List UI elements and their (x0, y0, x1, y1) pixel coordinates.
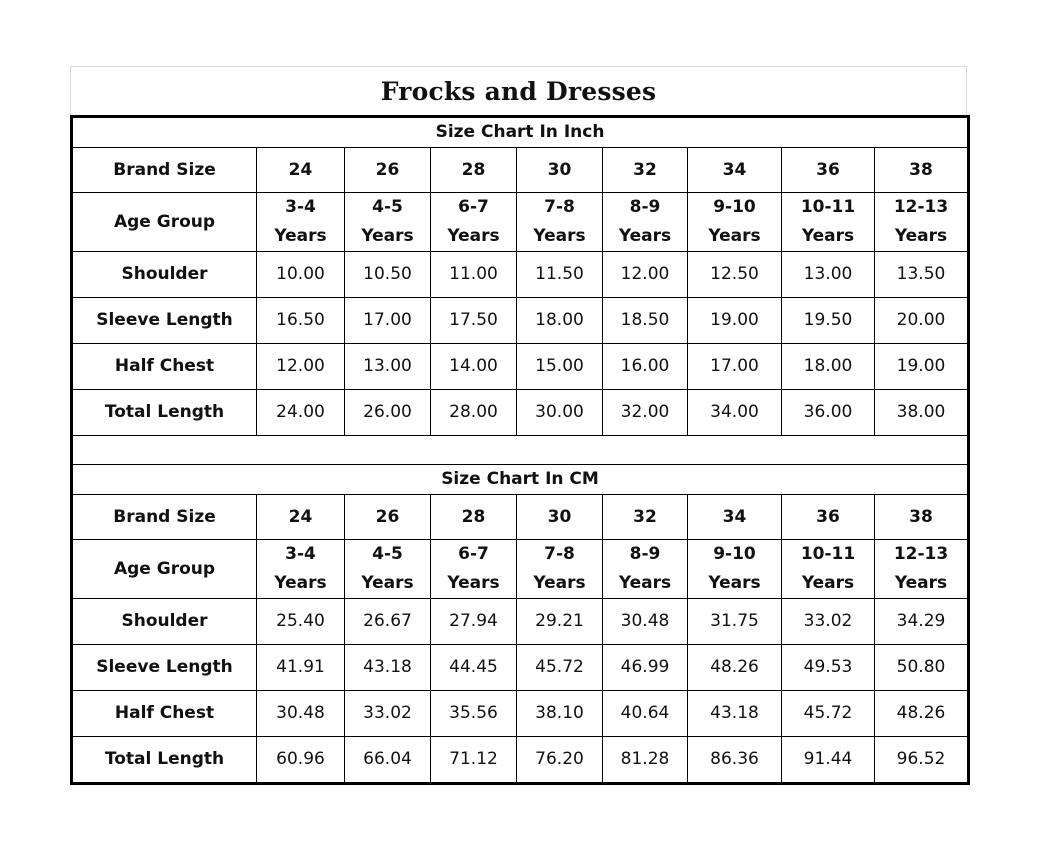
measurement-value: 33.02 (782, 599, 875, 645)
measurement-value: 48.26 (875, 691, 969, 737)
measurement-value: 17.50 (431, 298, 517, 344)
measurement-value: 19.00 (688, 298, 782, 344)
measurement-value: 49.53 (782, 645, 875, 691)
measurement-value: 11.50 (517, 252, 603, 298)
age-range: 6-7 (458, 544, 489, 564)
measurement-value: 20.00 (875, 298, 969, 344)
measurement-label: Sleeve Length (72, 645, 257, 691)
measurement-row (72, 737, 969, 784)
measurement-value: 27.94 (431, 599, 517, 645)
age-group-cell (603, 193, 688, 252)
measurement-value: 18.00 (782, 344, 875, 390)
section-spacer-row (72, 436, 969, 465)
measurement-value: 35.56 (431, 691, 517, 737)
measurement-value: 25.40 (257, 599, 345, 645)
measurement-value: 38.00 (875, 390, 969, 436)
measurement-value: 13.50 (875, 252, 969, 298)
age-unit: Years (274, 226, 327, 246)
age-group-cell (257, 540, 345, 599)
measurement-value: 32.00 (603, 390, 688, 436)
brand-size-cell: 36 (782, 495, 875, 540)
age-unit: Years (618, 226, 672, 246)
age-range: 7-8 (544, 544, 575, 564)
measurement-value: 26.00 (345, 390, 431, 436)
brand-size-cell: 24 (257, 495, 345, 540)
measurement-label: Total Length (72, 390, 257, 436)
brand-size-cell: 30 (517, 148, 603, 193)
age-unit: Years (533, 226, 586, 246)
measurement-label: Shoulder (72, 599, 257, 645)
measurement-value: 81.28 (603, 737, 688, 784)
measurement-value: 66.04 (345, 737, 431, 784)
measurement-value: 13.00 (345, 344, 431, 390)
measurement-value: 10.50 (345, 252, 431, 298)
measurement-row (72, 344, 969, 390)
measurement-value: 45.72 (782, 691, 875, 737)
size-chart-table (70, 115, 970, 785)
measurement-value: 15.00 (517, 344, 603, 390)
row-label-age-group: Age Group (72, 193, 257, 252)
age-range: 3-4 (285, 544, 316, 564)
brand-size-cell: 34 (688, 148, 782, 193)
brand-size-cell: 24 (257, 148, 345, 193)
measurement-label: Shoulder (72, 252, 257, 298)
age-group-row (72, 193, 969, 252)
measurement-value: 41.91 (257, 645, 345, 691)
brand-size-cell: 28 (431, 148, 517, 193)
measurement-value: 18.00 (517, 298, 603, 344)
age-group-cell (431, 540, 517, 599)
age-unit: Years (447, 226, 500, 246)
measurement-value: 26.67 (345, 599, 431, 645)
age-unit: Years (618, 573, 672, 593)
section-heading-row (72, 465, 969, 495)
measurement-value: 43.18 (345, 645, 431, 691)
measurement-value: 34.00 (688, 390, 782, 436)
measurement-value: 36.00 (782, 390, 875, 436)
brand-size-cell: 38 (875, 495, 969, 540)
measurement-row (72, 645, 969, 691)
row-label-age-group: Age Group (72, 540, 257, 599)
measurement-value: 18.50 (603, 298, 688, 344)
age-range: 8-9 (629, 197, 661, 217)
measurement-value: 34.29 (875, 599, 969, 645)
measurement-value: 16.50 (257, 298, 345, 344)
measurement-value: 29.21 (517, 599, 603, 645)
page-title: Frocks and Dresses (380, 76, 657, 106)
age-range: 7-8 (544, 197, 575, 217)
measurement-row (72, 599, 969, 645)
measurement-value: 14.00 (431, 344, 517, 390)
brand-size-row (72, 148, 969, 193)
brand-size-cell: 26 (345, 495, 431, 540)
measurement-row (72, 298, 969, 344)
measurement-value: 71.12 (431, 737, 517, 784)
measurement-value: 91.44 (782, 737, 875, 784)
measurement-value: 30.48 (603, 599, 688, 645)
row-label-brand-size: Brand Size (72, 148, 257, 193)
brand-size-row (72, 495, 969, 540)
age-range: 10-11 (800, 197, 856, 217)
age-range: 4-5 (372, 544, 403, 564)
measurement-value: 17.00 (345, 298, 431, 344)
measurement-value: 44.45 (431, 645, 517, 691)
measurement-value: 11.00 (431, 252, 517, 298)
age-group-cell (782, 193, 875, 252)
measurement-value: 43.18 (688, 691, 782, 737)
age-range: 10-11 (800, 544, 856, 564)
section-heading: Size Chart In CM (72, 465, 969, 495)
measurement-value: 33.02 (345, 691, 431, 737)
age-group-row (72, 540, 969, 599)
age-group-cell (517, 540, 603, 599)
measurement-label: Half Chest (72, 691, 257, 737)
measurement-value: 86.36 (688, 737, 782, 784)
measurement-row (72, 252, 969, 298)
age-range: 8-9 (629, 544, 661, 564)
measurement-value: 17.00 (688, 344, 782, 390)
age-group-cell (688, 193, 782, 252)
measurement-value: 76.20 (517, 737, 603, 784)
age-group-cell (431, 193, 517, 252)
measurement-value: 38.10 (517, 691, 603, 737)
age-unit: Years (447, 573, 500, 593)
age-range: 9-10 (713, 197, 756, 217)
age-range: 9-10 (713, 544, 756, 564)
age-group-cell (345, 540, 431, 599)
age-unit: Years (361, 226, 414, 246)
measurement-value: 13.00 (782, 252, 875, 298)
age-unit: Years (801, 573, 855, 593)
measurement-value: 40.64 (603, 691, 688, 737)
age-group-cell (603, 540, 688, 599)
brand-size-cell: 28 (431, 495, 517, 540)
brand-size-cell: 38 (875, 148, 969, 193)
brand-size-cell: 32 (603, 148, 688, 193)
age-group-cell (688, 540, 782, 599)
measurement-value: 30.48 (257, 691, 345, 737)
measurement-value: 19.50 (782, 298, 875, 344)
measurement-value: 28.00 (431, 390, 517, 436)
age-group-cell (517, 193, 603, 252)
measurement-value: 12.00 (257, 344, 345, 390)
measurement-value: 12.50 (688, 252, 782, 298)
measurement-value: 48.26 (688, 645, 782, 691)
age-unit: Years (274, 573, 327, 593)
age-range: 12-13 (893, 544, 949, 564)
age-range: 4-5 (372, 197, 403, 217)
measurement-value: 19.00 (875, 344, 969, 390)
age-group-cell (345, 193, 431, 252)
measurement-value: 45.72 (517, 645, 603, 691)
age-unit: Years (533, 573, 586, 593)
age-unit: Years (708, 573, 761, 593)
measurement-row (72, 691, 969, 737)
title-box (70, 66, 967, 115)
measurement-label: Total Length (72, 737, 257, 784)
age-group-cell (782, 540, 875, 599)
row-label-brand-size: Brand Size (72, 495, 257, 540)
age-range: 6-7 (458, 197, 489, 217)
age-group-cell (875, 193, 969, 252)
measurement-value: 46.99 (603, 645, 688, 691)
measurement-row (72, 390, 969, 436)
spacer-cell (72, 436, 969, 465)
measurement-value: 10.00 (257, 252, 345, 298)
brand-size-cell: 36 (782, 148, 875, 193)
age-group-cell (257, 193, 345, 252)
measurement-value: 16.00 (603, 344, 688, 390)
section-heading: Size Chart In Inch (72, 117, 969, 148)
age-group-cell (875, 540, 969, 599)
age-unit: Years (708, 226, 761, 246)
age-unit: Years (894, 226, 948, 246)
age-range: 3-4 (285, 197, 316, 217)
age-unit: Years (801, 226, 855, 246)
age-unit: Years (361, 573, 414, 593)
measurement-label: Sleeve Length (72, 298, 257, 344)
brand-size-cell: 32 (603, 495, 688, 540)
age-range: 12-13 (893, 197, 949, 217)
measurement-label: Half Chest (72, 344, 257, 390)
measurement-value: 50.80 (875, 645, 969, 691)
measurement-value: 96.52 (875, 737, 969, 784)
measurement-value: 12.00 (603, 252, 688, 298)
measurement-value: 60.96 (257, 737, 345, 784)
measurement-value: 31.75 (688, 599, 782, 645)
measurement-value: 30.00 (517, 390, 603, 436)
measurement-value: 24.00 (257, 390, 345, 436)
brand-size-cell: 26 (345, 148, 431, 193)
brand-size-cell: 30 (517, 495, 603, 540)
age-unit: Years (894, 573, 948, 593)
section-heading-row (72, 117, 969, 148)
brand-size-cell: 34 (688, 495, 782, 540)
